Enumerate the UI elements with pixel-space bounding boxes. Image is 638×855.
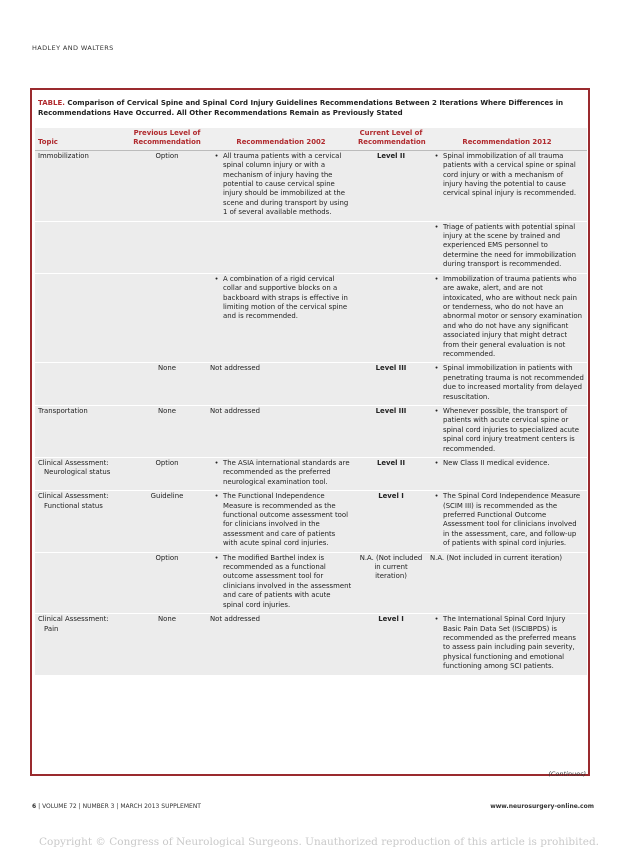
cell-recommendation-2012: [427, 221, 587, 273]
cell-topic: [35, 491, 127, 552]
bullet-icon: •: [434, 274, 439, 283]
bullet-icon: •: [434, 492, 439, 501]
bullet-icon: •: [214, 151, 219, 160]
cell-topic: Immobilization: [35, 150, 127, 221]
table-row: [35, 458, 587, 491]
cell-current-level: Level II: [355, 458, 427, 491]
cell-recommendation-2002: Not addressed: [207, 405, 355, 457]
caption-text: Comparison of Cervical Spine and Spinal Cord Injury Guidelines Recommendations Between 2 Iterations Where Differences in Recommendations Have Occurred. All Other Recommendations Remain as Previously Stated: [38, 99, 564, 117]
cell-previous-level: [127, 273, 207, 363]
cell-recommendation-2002: [207, 221, 355, 273]
header-previous-level: Previous Level of Recommendation: [127, 128, 207, 150]
rec-2002-text: A combination of a rigid cervical collar and supportive blocks on a backboard with straps is effective in limiting motion of the cervical spine and is recommended.: [223, 274, 348, 321]
cell-current-level: Level II: [355, 150, 427, 221]
table-row: [35, 363, 587, 406]
cell-current-level: Level III: [355, 363, 427, 406]
cell-topic: [35, 614, 127, 675]
cell-recommendation-2002: [207, 552, 355, 613]
rec-2012-text: Immobilization of trauma patients who are awake, alert, and are not intoxicated, who are without neck pain or tenderness, who do not have an abnormal motor or sensory examination and who do not have any significant associated injury that might detract from their general evaluation is not recommended.: [443, 274, 582, 358]
topic-subtext: Functional status: [44, 501, 103, 510]
rec-2002-text: All trauma patients with a cervical spinal column injury or with a mechanism of injury having the potential to cause cervical spine injury should be immobilized at the scene and during transport by using 1 of several available methods.: [223, 151, 349, 217]
cell-recommendation-2012: [427, 458, 587, 491]
continues-note: (Continues): [548, 770, 586, 778]
cell-previous-level: Guideline: [127, 491, 207, 552]
cell-current-level: Level I: [355, 491, 427, 552]
topic-text: Clinical Assessment:: [38, 615, 109, 624]
cell-recommendation-2012: [427, 363, 587, 406]
header-recommendation-2002: Recommendation 2002: [207, 128, 355, 150]
cell-recommendation-2012: [427, 273, 587, 363]
running-head: HADLEY AND WALTERS: [32, 44, 114, 52]
rec-2012-text: The Spinal Cord Independence Measure (SCIM III) is recommended as the preferred Functional Outcome Assessment tool for clinicians involved in the assessment, care, and follow-up of patients with spinal cord injuries.: [443, 492, 581, 548]
cell-recommendation-2002: [207, 150, 355, 221]
cell-recommendation-2012: [427, 150, 587, 221]
cell-recommendation-2012: N.A. (Not included in current iteration): [427, 552, 587, 613]
caption-lead: TABLE.: [38, 99, 65, 107]
rec-2002-text: The Functional Independence Measure is recommended as the functional outcome assessment tool for clinicians involved in the assessment and care of patients with acute spinal cord injuries.: [223, 492, 348, 548]
cell-previous-level: None: [127, 614, 207, 675]
bullet-icon: •: [214, 492, 219, 501]
bullet-icon: •: [434, 459, 439, 467]
cell-previous-level: None: [127, 363, 207, 406]
topic-subtext: Pain: [44, 624, 59, 633]
bullet-icon: •: [214, 553, 219, 562]
table-row: [35, 491, 587, 552]
cell-recommendation-2012: [427, 614, 587, 675]
table-row: [35, 405, 587, 457]
bullet-icon: •: [214, 459, 219, 467]
cell-previous-level: None: [127, 405, 207, 457]
footer-separator: |: [38, 803, 41, 810]
cell-current-level: Level III: [355, 405, 427, 457]
rec-2002-text: The modified Barthel index is recommended as a functional outcome assessment tool for clinicians involved in the assessment and care of patients with acute spinal cord injuries.: [223, 553, 352, 609]
header-row: [35, 128, 587, 150]
footer-url: www.neurosurgery-online.com: [490, 803, 594, 810]
cell-current-level: Level I: [355, 614, 427, 675]
cell-topic: [35, 221, 127, 273]
copyright-watermark: Copyright © Congress of Neurological Surgeons. Unauthorized reproduction of this article is prohibited.: [38, 836, 600, 848]
cell-current-level: [355, 221, 427, 273]
rec-2012-text: Spinal immobilization of all trauma patients with a cervical spine or spinal cord injury or with a mechanism of injury having the potential to cause cervical spinal injury is recommended.: [443, 151, 577, 198]
cell-recommendation-2002: [207, 273, 355, 363]
table-frame: [30, 88, 590, 776]
cell-topic: [35, 363, 127, 406]
cell-previous-level: [127, 221, 207, 273]
rec-2002-text: The ASIA international standards are recommended as the preferred neurological examination tool.: [223, 459, 350, 486]
cell-recommendation-2002: Not addressed: [207, 614, 355, 675]
cell-recommendation-2002: Not addressed: [207, 363, 355, 406]
cell-previous-level: Option: [127, 150, 207, 221]
footer-volume: VOLUME 72: [42, 803, 77, 810]
table-wrap: [35, 128, 587, 675]
bullet-icon: •: [434, 151, 439, 160]
cell-previous-level: Option: [127, 458, 207, 491]
cell-recommendation-2002: [207, 458, 355, 491]
rec-2012-text: Spinal immobilization in patients with penetrating trauma is not recommended due to increased mortality from delayed resuscitation.: [443, 364, 584, 401]
header-topic: Topic: [35, 128, 127, 150]
topic-text: Clinical Assessment:: [38, 492, 109, 501]
footer-page-number: 6: [32, 803, 37, 810]
cell-topic: [35, 458, 127, 491]
cell-current-level: [355, 273, 427, 363]
footer-separator: |: [78, 803, 81, 810]
bullet-icon: •: [214, 274, 219, 283]
cell-topic: [35, 273, 127, 363]
cell-previous-level: Option: [127, 552, 207, 613]
footer-number: NUMBER 3: [82, 803, 115, 810]
cell-recommendation-2012: [427, 405, 587, 457]
cell-current-level: N.A. (Not included in current iteration): [355, 552, 427, 613]
table-row: [35, 552, 587, 613]
table-caption: [38, 98, 584, 118]
cell-topic: [35, 552, 127, 613]
table-row: [35, 273, 587, 363]
table-row: [35, 614, 587, 675]
cell-recommendation-2002: [207, 491, 355, 552]
cell-topic: Transportation: [35, 405, 127, 457]
comparison-table: [35, 128, 587, 675]
topic-text: Clinical Assessment:: [38, 459, 109, 467]
rec-2012-text: Whenever possible, the transport of patients with acute cervical spine or spinal cord injuries to specialized acute spinal cord injury treatment centers is recommended.: [443, 406, 579, 453]
rec-2012-text: Triage of patients with potential spinal injury at the scene by trained and experienced EMS personnel to determine the need for immobilization during transport is recommended.: [443, 222, 576, 269]
bullet-icon: •: [434, 364, 439, 373]
cell-recommendation-2012: [427, 491, 587, 552]
bullet-icon: •: [434, 615, 439, 624]
rec-2012-text: The International Spinal Cord Injury Basic Pain Data Set (ISCIBPDS) is recommended as the preferred means to assess pain including pain severity, physical functioning and emotional functioning among SCI patients.: [443, 615, 576, 671]
topic-subtext: Neurological status: [44, 468, 111, 477]
table-row: [35, 221, 587, 273]
table-row: [35, 150, 587, 221]
footer-separator: |: [116, 803, 119, 810]
footer-citation: [32, 803, 201, 810]
header-recommendation-2012: Recommendation 2012: [427, 128, 587, 150]
bullet-icon: •: [434, 222, 439, 231]
rec-2012-text: New Class II medical evidence.: [443, 459, 550, 467]
header-current-level: Current Level of Recommendation: [355, 128, 427, 150]
bullet-icon: •: [434, 406, 439, 415]
footer-issue: MARCH 2013 SUPPLEMENT: [120, 803, 201, 810]
